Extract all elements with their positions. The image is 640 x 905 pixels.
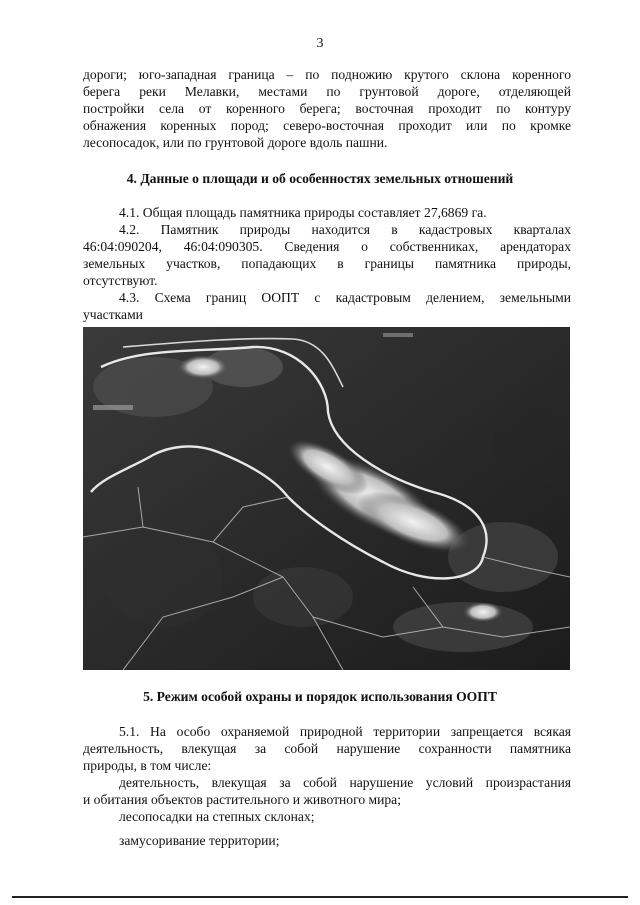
text-line: 4.1. Общая площадь памятника природы составляет 27,6869 га. [119, 205, 487, 220]
list-item [83, 832, 571, 849]
section-5-heading: 5. Режим особой охраны и порядок использования ООПТ [143, 689, 497, 704]
satellite-map-image [83, 327, 570, 670]
text-line: участками [83, 307, 143, 322]
text-line: деятельность, влекущая за собой нарушение сохранности памятника [83, 741, 571, 756]
paragraph-4-3 [83, 289, 571, 323]
text-line: лесопосадок, или по грунтовой дороге вдоль пашни. [83, 135, 388, 150]
text-line: постройки села от коренного берега; восточная проходит по контуру [83, 101, 571, 116]
text-line: природы, в том числе: [83, 758, 212, 773]
text-line: 5.1. На особо охраняемой природной территории запрещается всякая [119, 724, 571, 739]
paragraph-5-1 [83, 723, 571, 774]
page-bottom-rule [12, 896, 628, 898]
list-item [83, 808, 571, 825]
map-graphic [83, 327, 570, 670]
paragraph-4-1 [83, 204, 571, 221]
page-number: 3 [316, 36, 324, 51]
paragraph-4-2 [83, 221, 571, 289]
text-line: берега реки Мелавки, местами по грунтовой дороге, отделяющей [83, 84, 571, 99]
text-line: отсутствуют. [83, 273, 158, 288]
text-line: лесопосадки на степных склонах; [119, 809, 315, 824]
text-line: земельных участков, попадающих в границы памятника природы, [83, 256, 571, 271]
intro-paragraph [83, 66, 571, 151]
text-line: замусоривание территории; [119, 833, 280, 848]
text-line: 4.2. Памятник природы находится в кадастровых кварталах [119, 222, 571, 237]
text-line: и обитания объектов растительного и животного мира; [83, 792, 401, 807]
text-line: 46:04:090204, 46:04:090305. Сведения о собственниках, арендаторах [83, 239, 571, 254]
text-line: обнажения коренных пород; северо-восточная проходит или по кромке [83, 118, 571, 133]
text-line: 4.3. Схема границ ООПТ с кадастровым делением, земельными [119, 290, 571, 305]
list-item [83, 774, 571, 808]
section-4-heading: 4. Данные о площади и об особенностях земельных отношений [126, 171, 514, 186]
text-line: дороги; юго-западная граница – по подножию крутого склона коренного [83, 67, 571, 82]
text-line: деятельность, влекущая за собой нарушение условий произрастания [119, 775, 571, 790]
